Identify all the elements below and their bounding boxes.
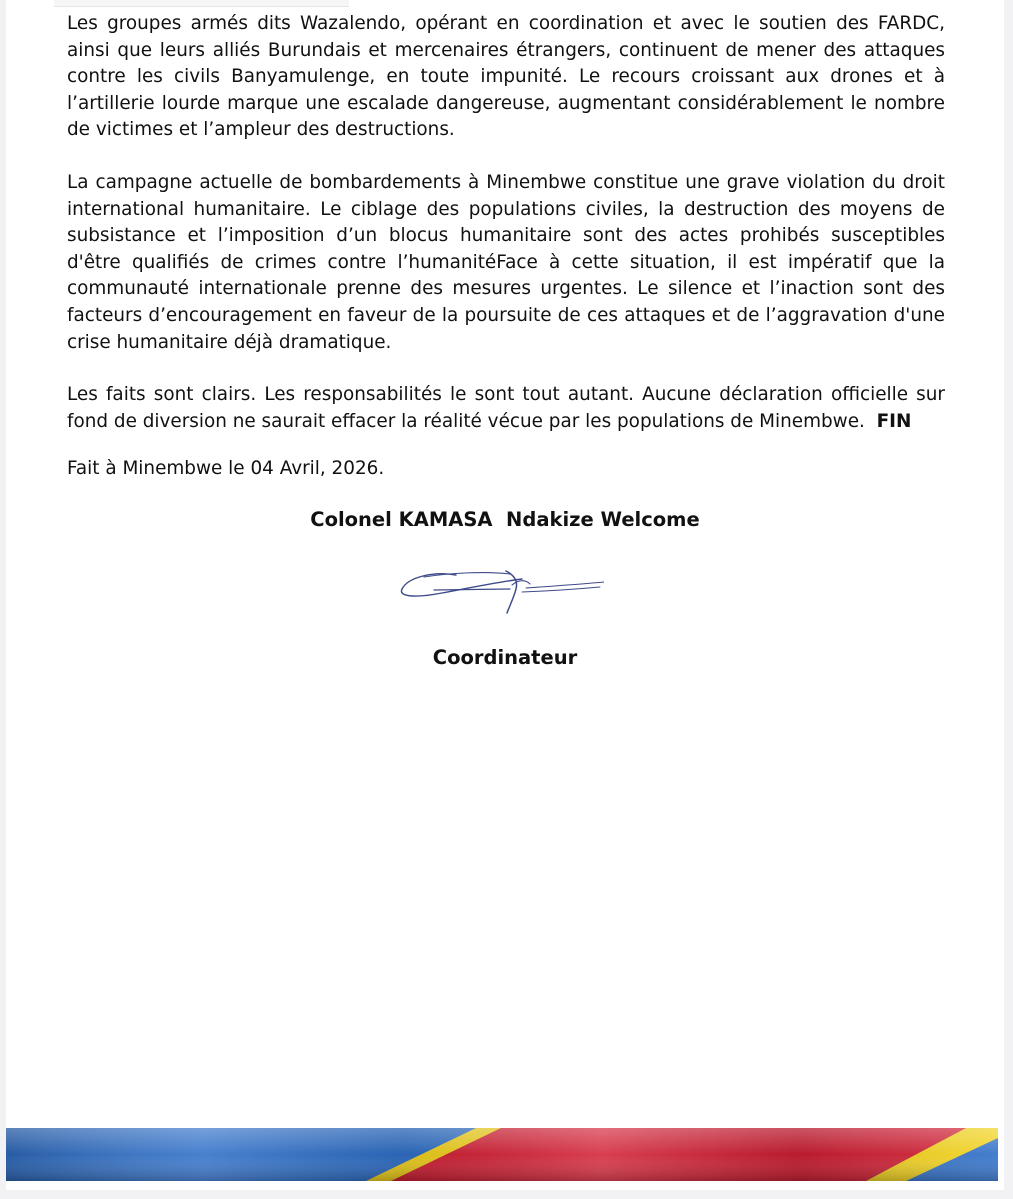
signature-image	[394, 565, 604, 620]
fin-marker: FIN	[876, 410, 912, 432]
place-date: Fait à Minembwe le 04 Avril, 2026.	[67, 458, 385, 479]
flag-banner-image	[6, 1128, 998, 1181]
page-top-tab	[54, 0, 349, 7]
paragraph-conclusion	[67, 382, 945, 435]
paragraph-wazalendo-attacks: Les groupes armés dits Wazalendo, opérant en coordination et avec le soutien des FARDC, ainsi que leurs alliés Burundais et mercenaires étrangers, continuent de mener des attaques contre les civils Banyamulenge, en toute impunité. Le recours croissant aux drones et à l’artillerie lourde marque une escalade dangereuse, augmentant considérablement le nombre de victimes et l’ampleur des destructions.	[67, 13, 945, 141]
conclusion-text: Les faits sont clairs. Les responsabilités le sont tout autant. Aucune déclaration officielle sur fond de diversion ne saurait effacer la réalité vécue par les populations de Minembwe.	[67, 384, 945, 432]
document-page	[6, 0, 1004, 1190]
signatory-name: Colonel KAMASA Ndakize Welcome	[310, 508, 700, 531]
paragraph-bombing-campaign: La campagne actuelle de bombardements à Minembwe constitue une grave violation du droit international humanitaire. Le ciblage des populations civiles, la destruction des moyens de subsistance et l’imposition d’un blocus humanitaire sont des actes prohibés susceptibles d'être qualifiés de crimes contre l’humanitéFace à cette situation, il est impératif que la communauté internationale prenne des mesures urgentes. Le silence et l’inaction sont des facteurs d’encouragement en faveur de la poursuite de ces attaques et de l’aggravation d'une crise humanitaire déjà dramatique.	[67, 172, 945, 353]
signatory-role: Coordinateur	[432, 646, 578, 669]
